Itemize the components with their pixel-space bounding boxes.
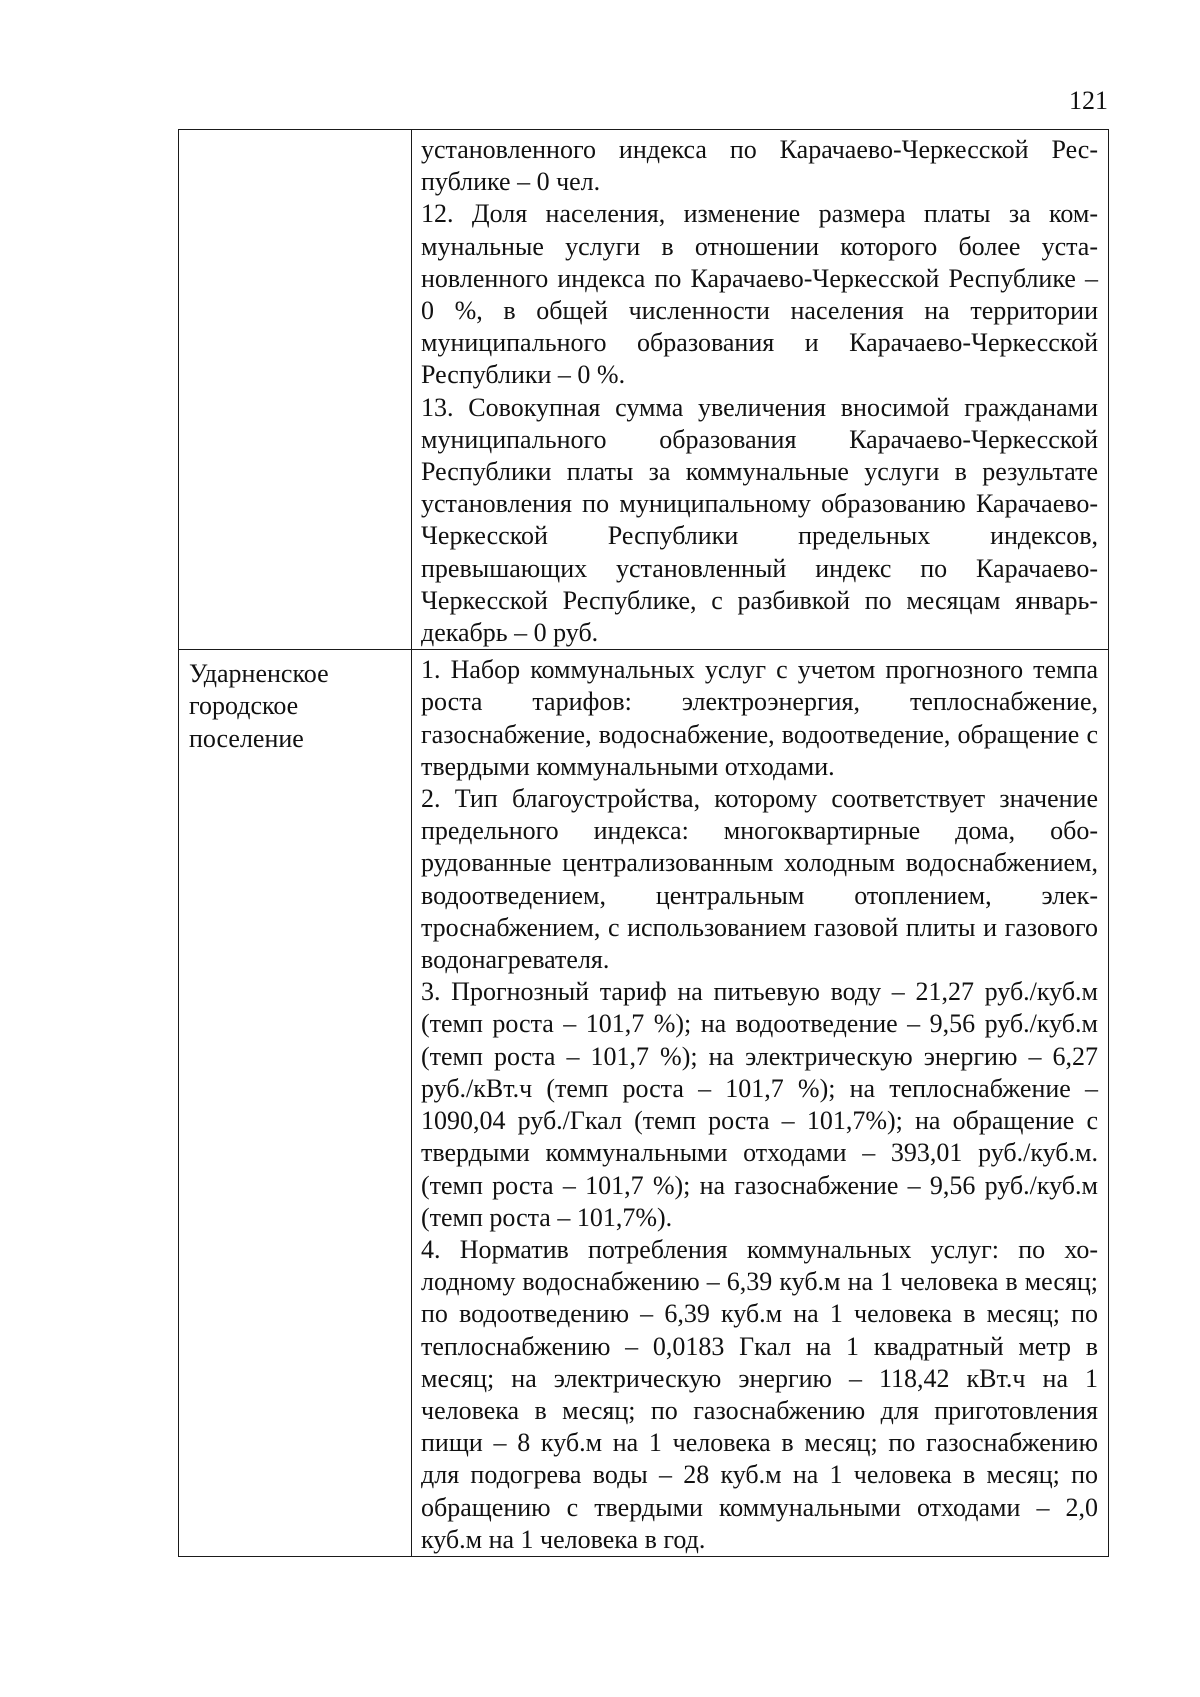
municipality-name-line: поселение	[189, 723, 304, 753]
indicator-paragraph: 2. Тип благоустройства, которому соответствует значение предельного индекса: многоквартирные дома, оборудованные централизованным холодным водоснабжением, водоотведением, центральным отоплением, электроснабжением, с использованием газовой плиты и газового водонагревателя.	[421, 784, 1098, 975]
indicator-paragraph: установленного индекса по Карачаево-Черкесской Республике – 0 чел.	[421, 135, 1098, 197]
indicator-paragraph: 4. Норматив потребления коммунальных услуг: по холодному водоснабжению – 6,39 куб.м на 1 человека в месяц; по водоотведению – 6,39 куб.м на 1 человека в месяц; по теплоснабжению – 0,0183 Гкал на 1 квадратный метр в месяц; на электрическую энергию – 118,42 кВт.ч на 1 человека в месяц; по газоснабжению для приготовления пищи – 8 куб.м на 1 человека в месяц; по газоснабжению для подогрева воды – 28 куб.м на 1 человека в месяц; по обращению с твердыми коммунальными отходами – 2,0 куб.м на 1 человека в год.	[421, 1234, 1098, 1554]
municipality-cell	[179, 130, 412, 650]
indicator-paragraph: 3. Прогнозный тариф на питьевую воду – 21,27 руб./куб.м (темп роста – 101,7 %); на водоотведение – 9,56 руб./куб.м (темп роста – 101,7 %); на электрическую энергию – 6,27 руб./кВт.ч (темп роста – 101,7 %); на теплоснабжение – 1090,04 руб./Гкал (темп роста – 101,7%); на обращение с твердыми коммунальными отходами – 393,01 руб./куб.м. (темп роста – 101,7 %); на газоснабжение – 9,56 руб./куб.м (темп роста – 101,7%).	[421, 977, 1098, 1232]
table-row	[179, 650, 1109, 1557]
municipality-name-line: городское	[189, 691, 299, 721]
indicator-paragraph: 1. Набор коммунальных услуг с учетом прогнозного темпа роста тарифов: электроэнергия, теплоснабжение, газоснабжение, водоснабжение, водоотведение, обращение с твердыми коммунальными отходами.	[421, 655, 1098, 781]
indicator-paragraph: 12. Доля населения, изменение размера платы за коммунальные услуги в отношении которого более установленного индекса по Карачаево-Черкесской Республике – 0 %, в общей численности населения на территории муниципального образования и Карачаево-Черкесской Республики – 0 %.	[421, 199, 1098, 390]
table-row	[179, 130, 1109, 650]
indicators-cell	[412, 130, 1109, 650]
page-number: 121	[1069, 86, 1108, 115]
indicators-cell	[412, 650, 1109, 1557]
indicators-table	[178, 129, 1109, 1557]
municipality-cell	[179, 650, 412, 1557]
indicator-paragraph: 13. Совокупная сумма увеличения вносимой гражданами муниципального образования Карачаево-Черкесской Республики платы за коммунальные услуги в результате установления по муниципальному образованию Карачаево-Черкесской Республики предельных индексов, превышающих установленный индекс по Карачаево-Черкесской Республике, с разбивкой по месяцам январь-декабрь – 0 руб.	[421, 392, 1098, 648]
municipality-name-line: Ударненское	[189, 659, 329, 689]
